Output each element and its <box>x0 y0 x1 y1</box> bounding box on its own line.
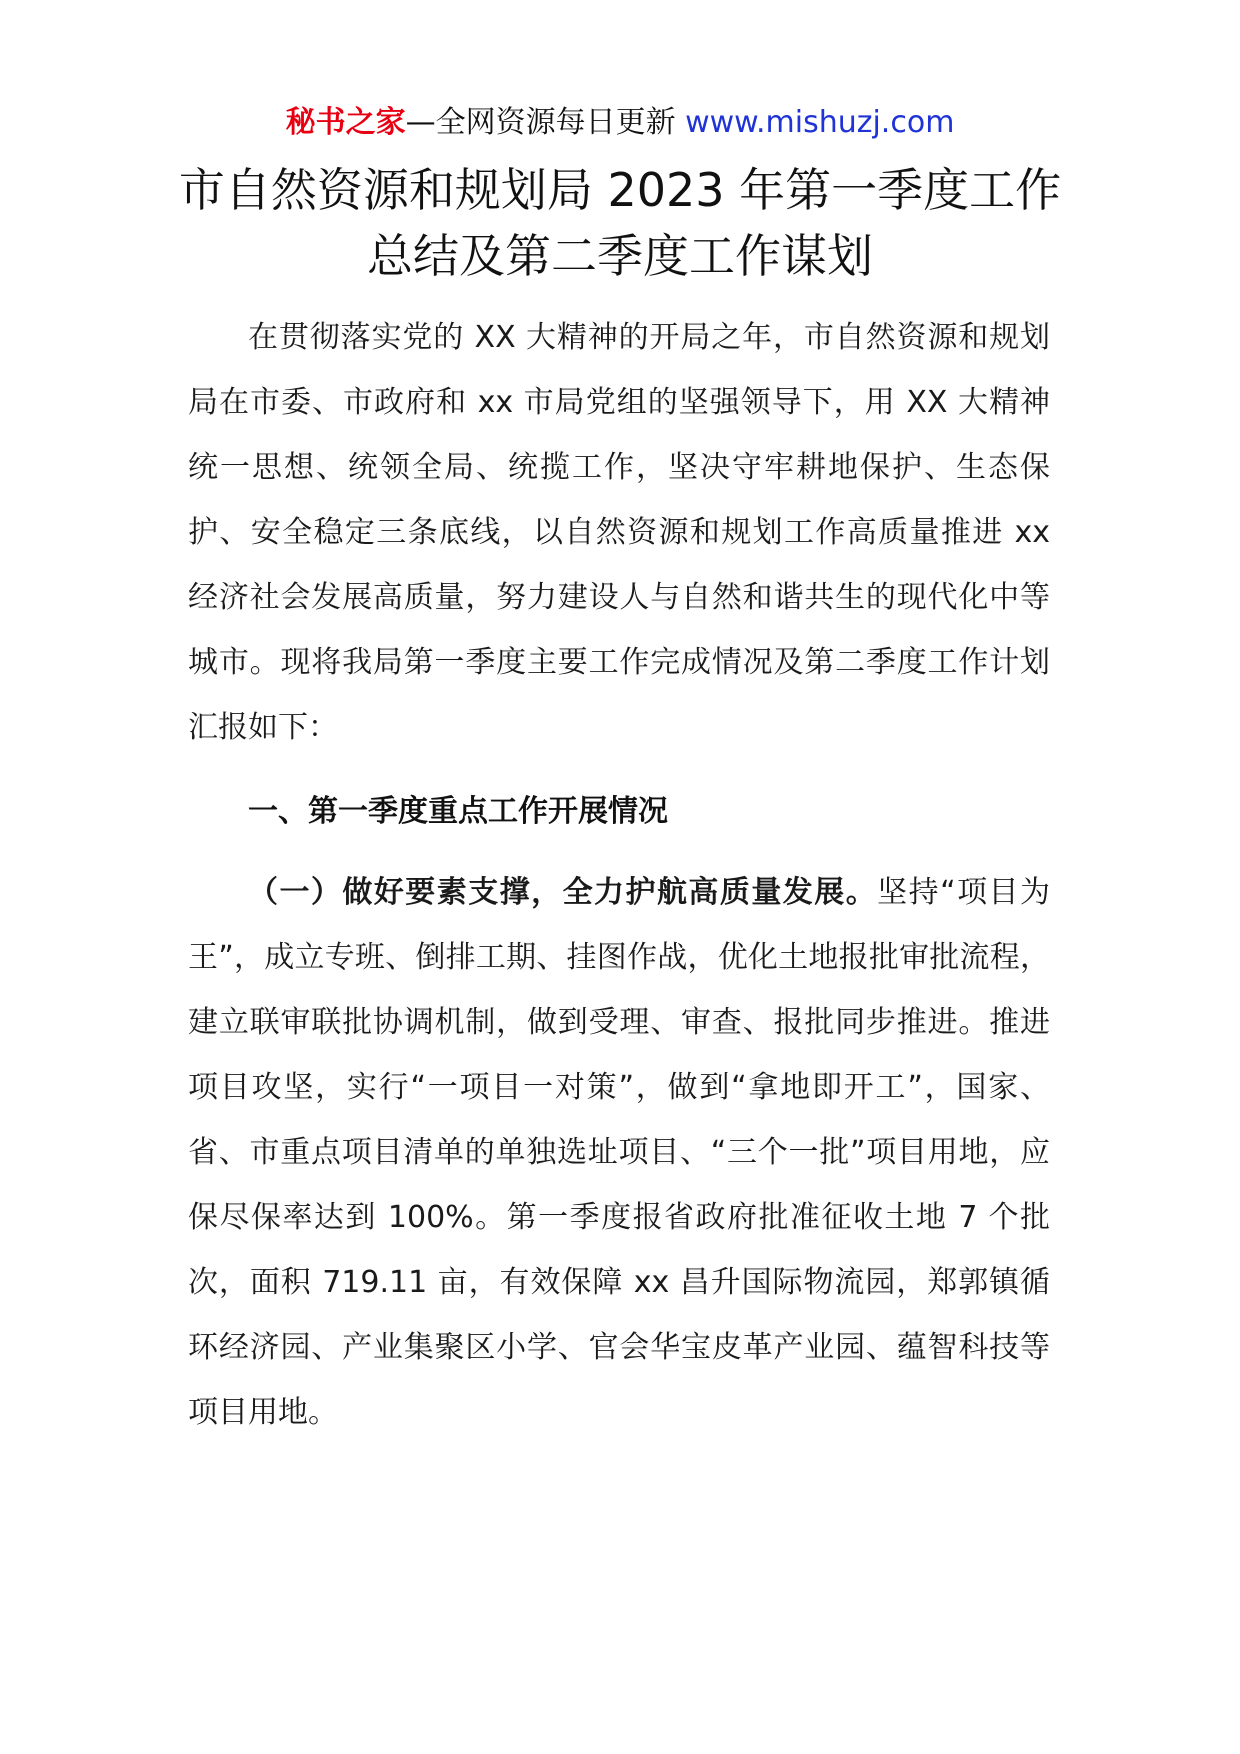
subsection-body: 坚持“项目为王”，成立专班、倒排工期、挂图作战，优化土地报批审批流程，建立联审联批协调机制，做到受理、审查、报批同步推进。推进项目攻坚，实行“一项目一对策”，做到“拿地即开工”，国家、省、市重点项目清单的单独选址项目、“三个一批”项目用地，应保尽保率达到 100%。第一季度报省政府批准征收土地 7 个批次，面积 719.11 亩，有效保障 xx 昌升国际物流园，郑郭镇循环经济园、产业集聚区小学、官会华宝皮革产业园、蕴智科技等项目用地。 <box>188 875 1051 1430</box>
subsection-paragraph <box>188 860 1050 1445</box>
brand-name: 秘书之家 <box>285 105 406 140</box>
site-url-link[interactable]: www.mishuzj.com <box>675 105 955 140</box>
subsection-lead: （一）做好要素支撑，全力护航高质量发展。 <box>248 875 878 910</box>
section-heading: 一、第一季度重点工作开展情况 <box>248 794 668 829</box>
banner-tagline: —全网资源每日更新 <box>405 105 676 140</box>
document-title: 市自然资源和规划局 2023 年第一季度工作总结及第二季度工作谋划 <box>178 163 1062 283</box>
intro-paragraph: 在贯彻落实党的 XX 大精神的开局之年，市自然资源和规划局在市委、市政府和 xx 市局党组的坚强领导下，用 XX 大精神统一思想、统领全局、统揽工作，坚决守牢耕地保护、生态保护、安全稳定三条底线，以自然资源和规划工作高质量推进 xx 经济社会发展高质量，努力建设人与自然和谐共生的现代化中等城市。现将我局第一季度主要工作完成情况及第二季度工作计划汇报如下： <box>188 320 1050 745</box>
site-banner <box>0 103 1240 143</box>
